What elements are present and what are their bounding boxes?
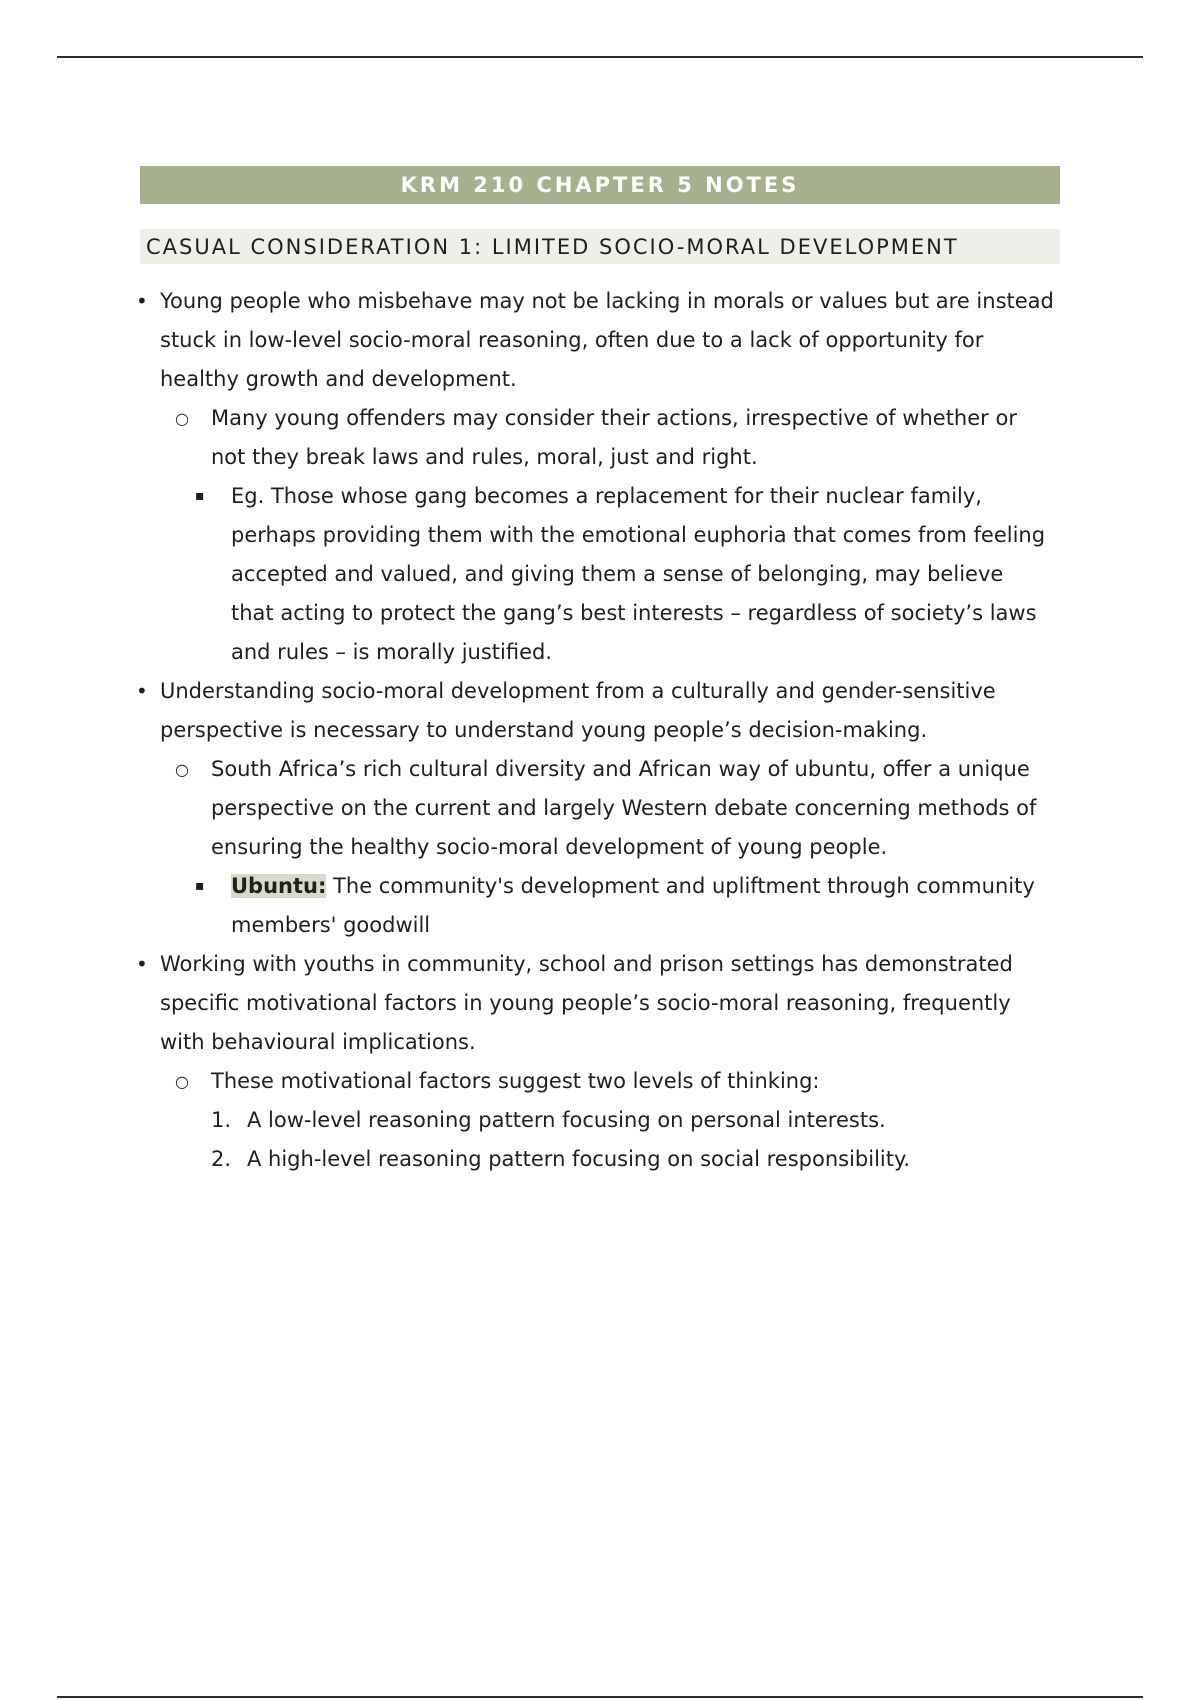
header-rule	[57, 56, 1143, 58]
bullet-item	[0, 945, 1060, 1062]
bullet-item	[0, 282, 1060, 399]
numbered-item	[0, 1140, 1047, 1179]
sub-bullet-text: These motivational factors suggest two levels of thinking:	[211, 1069, 820, 1093]
numbered-text: A low-level reasoning pattern focusing on personal interests.	[247, 1108, 886, 1132]
numbered-text: A high-level reasoning pattern focusing on social responsibility.	[247, 1147, 911, 1171]
sub-sub-bullet-text: The community's development and upliftment through community members' goodwill	[231, 874, 1035, 937]
bullet-text: Young people who misbehave may not be lacking in morals or values but are instead stuck in low-level socio-moral reasoning, often due to a lack of opportunity for healthy growth and development.	[160, 289, 1054, 391]
title-banner	[140, 166, 1060, 204]
footer-rule	[57, 1696, 1143, 1698]
number-marker: 1.	[211, 1108, 232, 1132]
circle-bullet-marker: ○	[175, 760, 189, 779]
sub-bullet-text: Many young offenders may consider their actions, irrespective of whether or not they break laws and rules, moral, just and right.	[211, 406, 1017, 469]
sub-sub-bullet-item	[0, 477, 1051, 672]
section-banner	[140, 229, 1060, 264]
circle-bullet-marker: ○	[175, 409, 189, 428]
sub-sub-bullet-text: Eg. Those whose gang becomes a replacement for their nuclear family, perhaps providing them with the emotional euphoria that comes from feeling accepted and valued, and giving them a sense of belonging, may believe that acting to protect the gang’s best interests – regardless of society’s laws and rules – is morally justified.	[231, 484, 1046, 664]
sub-bullet-item	[0, 750, 1051, 867]
sub-bullet-item	[0, 1062, 1051, 1101]
circle-bullet-marker: ○	[175, 1072, 189, 1091]
bullet-text: Working with youths in community, school and prison settings has demonstrated specific motivational factors in young people’s socio-moral reasoning, frequently with behavioural implications.	[160, 952, 1013, 1054]
sub-bullet-text: South Africa’s rich cultural diversity and African way of ubuntu, offer a unique perspective on the current and largely Western debate concerning methods of ensuring the healthy socio-moral development of young people.	[211, 757, 1037, 859]
notes-list	[0, 282, 1200, 1179]
bullet-text: Understanding socio-moral development from a culturally and gender-sensitive perspective is necessary to understand young people’s decision-making.	[160, 679, 996, 742]
section-heading: CASUAL CONSIDERATION 1: LIMITED SOCIO-MORAL DEVELOPMENT	[146, 234, 959, 259]
square-bullet-marker: ▪	[195, 488, 205, 504]
numbered-item	[0, 1101, 1047, 1140]
bullet-marker: •	[136, 289, 148, 313]
sub-bullet-item	[0, 399, 1051, 477]
document-title: KRM 210 CHAPTER 5 NOTES	[400, 173, 800, 197]
number-marker: 2.	[211, 1147, 232, 1171]
square-bullet-marker: ▪	[195, 878, 205, 894]
bullet-item	[0, 672, 1060, 750]
sub-sub-bullet-item	[0, 867, 1051, 945]
bullet-marker: •	[136, 952, 148, 976]
bullet-marker: •	[136, 679, 148, 703]
ubuntu-term: Ubuntu:	[231, 874, 327, 898]
